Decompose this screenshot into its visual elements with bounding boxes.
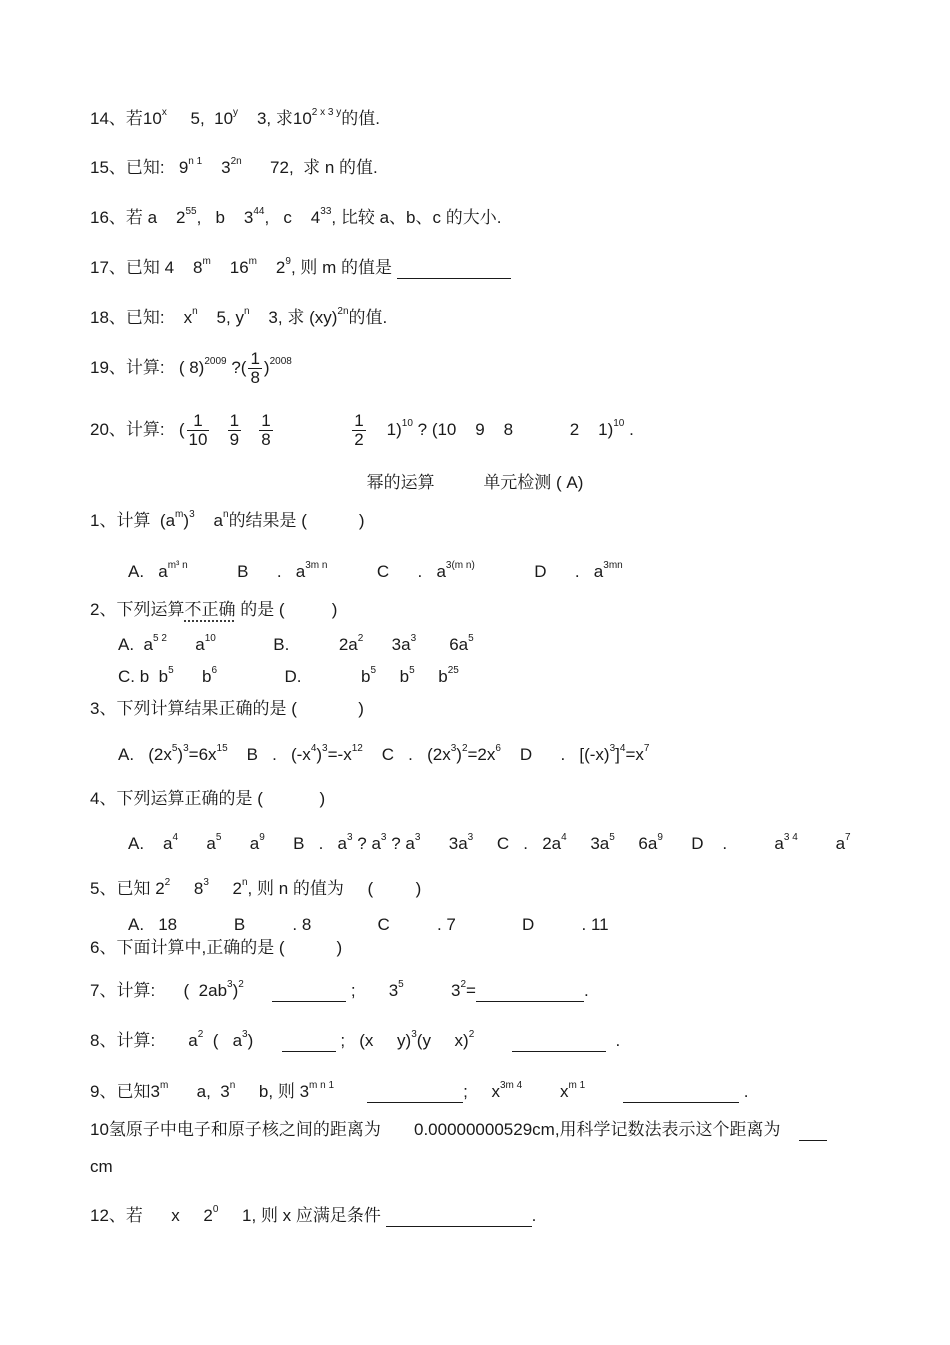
math-term: 1 [242, 1206, 252, 1225]
math-term: ; [463, 1082, 468, 1101]
exponent: 10 [401, 418, 413, 429]
exponent: 2 [461, 743, 468, 754]
math-term: ) [263, 358, 270, 377]
math-term: (y x) [416, 1031, 469, 1050]
math-term: =-x [327, 745, 352, 764]
exponent: x [161, 107, 167, 118]
math-term: (a [159, 511, 176, 530]
exponent: 3 [242, 1029, 248, 1040]
exponent: 5 [168, 665, 174, 676]
math-term: b [360, 667, 371, 686]
problem-number: 2、 [90, 600, 117, 619]
exponent: 4 [561, 832, 567, 843]
math-term: ) [316, 745, 323, 764]
exponent: 4 [310, 743, 317, 754]
exponent: n 1 [188, 156, 203, 167]
exponent: m n 1 [309, 1080, 335, 1091]
math-term: y [235, 308, 244, 327]
fraction-numerator: 1 [187, 412, 210, 431]
math-term: ) [247, 1031, 254, 1050]
problem-number: 10 [90, 1120, 109, 1139]
problem-15: 15、已知: $9^{n 1}$ $3^{2n}$ 72, 求 n 的值. [90, 156, 378, 177]
answer-blank[interactable] [623, 1086, 739, 1103]
exponent: n [229, 1080, 236, 1091]
exponent: 10 [613, 418, 625, 429]
math-term: ) [177, 745, 184, 764]
math-term: b [202, 667, 212, 686]
exponent: 3 [411, 1029, 417, 1040]
exponent: n [223, 509, 229, 520]
math-term: 3a [448, 834, 468, 853]
exponent: 3 [183, 743, 189, 754]
problem-number: 16、 [90, 208, 126, 227]
math-term: 16 [229, 258, 249, 277]
math-term: a [195, 635, 205, 654]
math-term: (xy) [309, 308, 338, 327]
fraction-numerator: 1 [354, 411, 364, 431]
option-c[interactable]: C . (2x [381, 745, 451, 764]
math-term: a [436, 562, 446, 581]
math-term: 3 [450, 981, 461, 1000]
section-title-left: 幂的运算 [366, 473, 435, 492]
math-term: . [629, 420, 634, 439]
exponent: 5 [468, 633, 474, 644]
exponent: 3 [346, 832, 353, 843]
exponent: 7 [643, 743, 650, 754]
exponent: 2 x 3 y [311, 107, 342, 118]
exponent: 15 [216, 743, 228, 754]
exponent: 55 [185, 206, 197, 217]
problem-text: 已知 [116, 1082, 151, 1101]
problem-number: 17、 [90, 258, 126, 277]
math-term: a [593, 562, 604, 581]
quiz-8 [90, 1030, 620, 1052]
problem-text: 则 m 的值是 [300, 258, 392, 277]
exponent: 6 [211, 665, 218, 676]
math-term: 3 [268, 308, 278, 327]
math-term: 2 [155, 879, 165, 898]
problem-text: 计算: [125, 420, 165, 439]
exponent: 2 [468, 1029, 475, 1040]
problem-text: 计算: [116, 981, 156, 1000]
exponent: 7 [845, 832, 851, 843]
math-term: b [399, 667, 410, 686]
problem-number: 12、 [90, 1206, 126, 1225]
quiz-2-options-row2 [118, 666, 459, 688]
math-term: 3 [256, 109, 267, 128]
quiz-12: 12、若 x $2^0$ 1, 则 x 应满足条件 . [90, 1204, 537, 1225]
exponent: m [175, 509, 184, 520]
math-term: a [188, 1031, 198, 1050]
problem-number: 5、 [90, 879, 117, 898]
math-term: 2a [542, 834, 562, 853]
problem-text: 则 x 应满足条件 [260, 1206, 381, 1225]
problem-text: 已知: [125, 158, 165, 177]
exponent: 5 [398, 979, 404, 990]
math-term: b [438, 667, 448, 686]
problem-number: 14、 [90, 109, 126, 128]
math-term: a [143, 635, 153, 654]
quiz-7 [90, 980, 589, 1002]
math-term: a [337, 834, 347, 853]
exponent: 5 [409, 665, 415, 676]
quiz-3-options [118, 744, 649, 766]
math-term: ( 2ab [183, 981, 228, 1000]
math-term: a [249, 834, 260, 853]
fraction-denominator: 2 [354, 430, 364, 450]
math-term: 5 [216, 308, 226, 327]
option-label[interactable]: D. [284, 667, 302, 686]
quiz-4-options [128, 833, 851, 855]
exponent: 3m 4 [499, 1080, 523, 1091]
exponent: 3 [203, 877, 209, 888]
math-term: x [491, 1082, 500, 1101]
exponent: 3 [189, 509, 195, 520]
option-b[interactable]: B . (-x [246, 745, 311, 764]
math-term: ? (10 9 8 2 1) [417, 420, 614, 439]
problem-number: 20、 [90, 420, 126, 439]
exponent: 10 [204, 633, 216, 644]
math-term: 3 [388, 981, 399, 1000]
math-term: 4 [310, 208, 321, 227]
exponent: 3 [410, 633, 417, 644]
problem-14: 14、若10$^x$ 5, 10$^y$ 3, 求$10^{2 x 3 y}$的值. [90, 107, 380, 128]
math-term: ; [340, 1031, 346, 1050]
exponent: 3(m n) [445, 560, 475, 571]
problem-16: 16、若 a $2^{55}$, b $3^{44}$, c $4^{33}$, 比较 a、b、c 的大小. [90, 206, 502, 227]
math-term: 10 [292, 109, 312, 128]
exponent: n [243, 306, 250, 317]
math-term: =6x [188, 745, 217, 764]
math-term: a [213, 511, 223, 530]
exponent: 3 [467, 832, 474, 843]
math-term: b [215, 208, 225, 227]
problem-text: 已知 4 [125, 258, 175, 277]
math-term: 3 [299, 1082, 310, 1101]
problem-17: 17、已知 4 8$^m$ 16$^m$ $2^9$, 则 m 的值是 [90, 257, 511, 279]
answer-blank[interactable] [799, 1124, 827, 1141]
exponent: 5 [370, 665, 376, 676]
problem-text: 求 n 的值. [303, 158, 378, 177]
math-term: x 2 [171, 1206, 213, 1225]
problem-text: 下列运算 [116, 600, 185, 619]
quiz-2-options-row1 [118, 634, 474, 656]
option-label[interactable]: D . [534, 562, 580, 581]
problem-text: 比较 a、b、c 的大小. [340, 208, 502, 227]
math-term: =x [625, 745, 644, 764]
math-term: 3a [391, 635, 411, 654]
problem-text: ,用科学记数法表示这个距离为 [554, 1120, 781, 1139]
problem-text: 的是 ( ) [235, 600, 338, 619]
problem-18: 18、已知: $x^n$ 5, $y^n$ 3, 求 (xy)$^{2n}$的值. [90, 306, 388, 327]
problem-text: 求 [287, 308, 305, 327]
exponent: 2 [197, 1029, 204, 1040]
fraction-denominator: 9 [229, 430, 240, 450]
problem-text: 下列计算结果正确的是 ( ) [116, 699, 364, 718]
math-term: =2x [467, 745, 496, 764]
option-label[interactable]: A. [118, 635, 135, 654]
math-term: a [835, 834, 846, 853]
problem-20 [90, 408, 634, 452]
quiz-5: 5、已知 $2^2$ $8^3$ 2$^n$, 则 n 的值为 ( ) [90, 877, 422, 898]
problem-text: 求 [275, 109, 293, 128]
quiz-10-unit [90, 1156, 113, 1178]
fraction [352, 412, 365, 449]
exponent: 12 [351, 743, 363, 754]
exponent: 2 [238, 979, 244, 990]
exponent: 2n [337, 306, 349, 317]
option-label[interactable]: B . [237, 562, 282, 581]
exponent: m³ n [167, 560, 188, 571]
exponent: 3 [414, 832, 421, 843]
math-term: 2 [232, 879, 242, 898]
fraction-denominator: 10 [188, 430, 208, 450]
exponent: 2008 [269, 356, 292, 367]
math-term: . [615, 1031, 621, 1050]
problem-text: 氢原子中电子和原子核之间的距离为 [108, 1120, 381, 1139]
quiz-5-options [128, 914, 609, 936]
math-term: a [162, 834, 173, 853]
problem-text: 若 [125, 109, 143, 128]
problem-text: 已知 [116, 879, 151, 898]
fraction-denominator: 8 [261, 430, 271, 450]
math-term: 5 [190, 109, 200, 128]
math-term: = [466, 981, 476, 1000]
exponent: 5 [215, 832, 222, 843]
math-term: 3a [590, 834, 610, 853]
option-label[interactable]: B . [293, 834, 324, 853]
exponent: 3 [227, 979, 233, 990]
exponent: 3 4 [783, 832, 798, 843]
math-term: a [196, 1082, 207, 1101]
problem-number: 1、 [90, 511, 117, 530]
unit-text: cm [90, 1157, 113, 1176]
exponent: 25 [447, 665, 459, 676]
exponent: 9 [259, 832, 265, 843]
option-label[interactable]: D . [691, 834, 728, 853]
math-term: 72 [270, 158, 289, 177]
fraction-numerator: 1 [261, 411, 271, 431]
option-label[interactable]: C . [496, 834, 529, 853]
math-term: 6a [638, 834, 658, 853]
math-term: a [774, 834, 784, 853]
exponent: 3 [380, 832, 387, 843]
option-a[interactable]: A. 18 [128, 915, 178, 934]
math-term: . [531, 1206, 537, 1225]
math-term: a [206, 834, 216, 853]
exponent: 3m n [305, 560, 328, 571]
math-term: 8 [193, 258, 203, 277]
option-label[interactable]: C. [118, 667, 135, 686]
problem-number: 3、 [90, 699, 117, 718]
exponent: 3 [609, 743, 616, 754]
math-term: 2 [275, 258, 286, 277]
math-term: ) [232, 981, 239, 1000]
exponent: 3 [322, 743, 328, 754]
exponent: 3mn [603, 560, 623, 571]
option-b[interactable]: B . 8 [233, 915, 312, 934]
quiz-6 [90, 937, 342, 959]
answer-blank[interactable] [397, 262, 511, 279]
answer-blank[interactable] [512, 1035, 606, 1052]
answer-blank[interactable] [272, 985, 346, 1002]
problem-number: 6、 [90, 938, 117, 957]
problem-19 [90, 346, 292, 390]
exponent: 3 [450, 743, 457, 754]
math-term: ? a [391, 834, 415, 853]
problem-number: 15、 [90, 158, 126, 177]
math-term: b b [139, 667, 169, 686]
math-term: . [743, 1082, 749, 1101]
exponent: 4 [172, 832, 178, 843]
math-term: ) [183, 511, 190, 530]
exponent: 2 [164, 877, 171, 888]
exponent: 5 [171, 743, 178, 754]
exponent: m 1 [568, 1080, 586, 1091]
math-term: x [183, 308, 193, 327]
problem-number: 9、 [90, 1082, 117, 1101]
problem-text: 计算 [116, 511, 151, 530]
exponent: 2009 [204, 356, 227, 367]
quiz-4 [90, 788, 325, 810]
option-a[interactable]: A. (2x [118, 745, 172, 764]
math-term: 2a [338, 635, 358, 654]
problem-number: 8、 [90, 1031, 117, 1050]
problem-text: 的值. [348, 308, 388, 327]
problem-number: 7、 [90, 981, 117, 1000]
quiz-2 [90, 599, 337, 621]
math-term: 0.00000000529cm [413, 1120, 555, 1139]
option-c[interactable]: C . 7 [377, 915, 456, 934]
exponent: n [241, 877, 248, 888]
quiz-1-options [128, 561, 623, 583]
problem-number: 19、 [90, 358, 126, 377]
exponent: 5 [609, 832, 615, 843]
emphasis-text: 不正确 [184, 600, 236, 619]
quiz-1 [90, 510, 365, 532]
math-term: 3 [243, 208, 254, 227]
math-term: ) [456, 745, 462, 764]
exponent: m [248, 256, 257, 267]
math-term: ( 8) [178, 358, 205, 377]
problem-text: 下面计算中,正确的是 ( ) [116, 938, 343, 957]
quiz-9: 9、已知3$^m$ a, 3$^n$ b, 则 $3^{m n 1}$ ; $x^{3m 4}$ $x^{m 1}$ . [90, 1080, 749, 1101]
math-term: ] [615, 745, 620, 764]
math-term: 10 [142, 109, 162, 128]
quiz-10 [90, 1119, 827, 1141]
problem-text: 计算: [116, 1031, 156, 1050]
problem-text: 的结果是 ( ) [228, 511, 365, 530]
option-label[interactable]: A. [128, 562, 145, 581]
problem-text: 则 n 的值为 ( ) [257, 879, 422, 898]
problem-number: 4、 [90, 789, 117, 808]
math-term: 3 [220, 1082, 230, 1101]
exponent: 2 [357, 633, 364, 644]
math-term: c [283, 208, 292, 227]
option-d[interactable]: D . [(-x) [519, 745, 610, 764]
exponent: m [202, 256, 211, 267]
math-term: 8 [193, 879, 204, 898]
fraction [187, 412, 210, 449]
math-term: b [258, 1082, 269, 1101]
exponent: 0 [212, 1204, 219, 1215]
problem-text: 的值. [341, 109, 380, 128]
option-d[interactable]: D . 11 [521, 915, 609, 934]
answer-blank[interactable] [476, 985, 584, 1002]
math-term: ( a [212, 1031, 243, 1050]
exponent: 9 [657, 832, 663, 843]
math-term: ? a [357, 834, 381, 853]
fraction [259, 412, 272, 449]
math-term: 3 [221, 158, 231, 177]
exponent: 2n [230, 156, 242, 167]
math-term: 9 [178, 158, 189, 177]
answer-blank[interactable] [282, 1035, 336, 1052]
problem-text: 若 [125, 1206, 143, 1225]
exponent: 33 [320, 206, 332, 217]
math-term: 2 [176, 208, 186, 227]
exponent: 6 [495, 743, 501, 754]
problem-text: 计算: [125, 358, 165, 377]
fraction [248, 350, 261, 387]
problem-text: 已知: [125, 308, 165, 327]
problem-text: 则 [277, 1082, 295, 1101]
section-title [0, 468, 950, 493]
math-term: 1) [386, 420, 402, 439]
math-term: . [583, 981, 589, 1000]
exponent: 5 2 [152, 633, 167, 644]
problem-number: 18、 [90, 308, 126, 327]
math-term: ?( [231, 358, 247, 377]
option-label[interactable]: A. [128, 834, 145, 853]
problem-text: 下列运算正确的是 ( ) [116, 789, 326, 808]
answer-blank[interactable] [386, 1210, 532, 1227]
fraction-numerator: 1 [229, 411, 240, 431]
math-term: 3 [150, 1082, 160, 1101]
math-term: ( [178, 420, 185, 439]
section-title-right: 单元检测 ( A) [483, 473, 584, 492]
fraction-numerator: 1 [250, 349, 260, 369]
math-term: (x y) [359, 1031, 412, 1050]
exponent: m [159, 1080, 169, 1091]
quiz-3 [90, 698, 364, 720]
answer-blank[interactable] [367, 1086, 463, 1103]
exponent: n [192, 306, 198, 317]
math-term: 10 [214, 109, 234, 128]
math-term: x [560, 1082, 569, 1101]
option-label[interactable]: C . [376, 562, 423, 581]
fraction [228, 412, 241, 449]
math-term: a [158, 562, 168, 581]
math-term: a [295, 562, 306, 581]
fraction-denominator: 8 [250, 368, 260, 388]
exponent: y [233, 107, 239, 118]
exponent: 2 [460, 979, 466, 990]
option-label[interactable]: B. [273, 635, 290, 654]
math-term: ; [350, 981, 356, 1000]
math-term: 6a [449, 635, 469, 654]
problem-text: 若 a [125, 208, 158, 227]
exponent: 44 [253, 206, 265, 217]
exponent: 4 [619, 743, 626, 754]
exponent: 9 [285, 256, 291, 267]
